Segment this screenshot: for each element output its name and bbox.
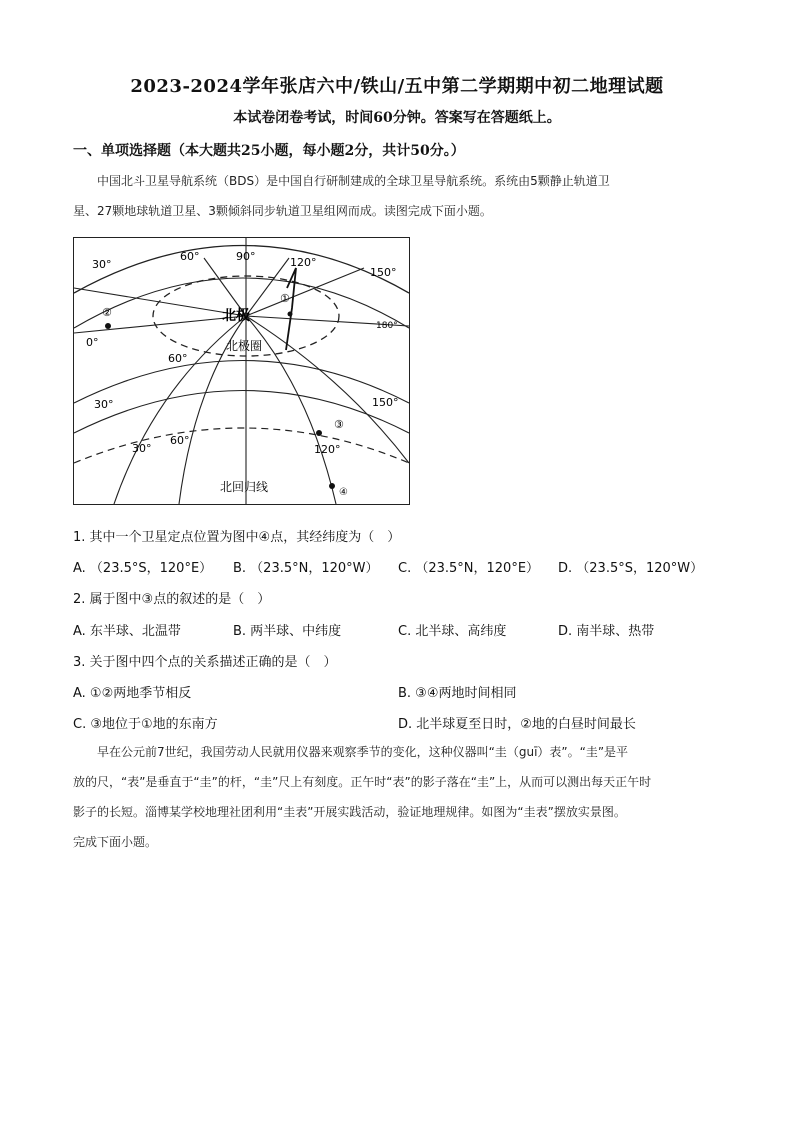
- q2-option-a: A. 东半球、北温带: [73, 624, 181, 639]
- meridian-30: [74, 288, 246, 316]
- intro-line: 星、27颗地球轨道卫星、3颗倾斜同步轨道卫星组网而成。读图完成下面小题。: [73, 204, 492, 218]
- label-point-4: ④: [339, 487, 348, 498]
- meridian-lower-150: [246, 316, 409, 463]
- tropic-line: [74, 428, 409, 463]
- point-2-marker: [105, 323, 111, 329]
- point-3-marker: [316, 430, 322, 436]
- arc-4: [74, 391, 409, 434]
- gnomon-passage: [73, 737, 723, 857]
- question-3-stem: 3. 关于图中四个点的关系描述正确的是（ ）: [73, 655, 337, 670]
- label-point-1: ①: [280, 292, 290, 305]
- exam-instructions: 本试卷闭卷考试，时间60分钟。答案写在答题纸上。: [233, 110, 561, 126]
- q1-option-b: B. （23.5°N，120°W）: [233, 561, 379, 576]
- label-60-lower: 60°: [170, 434, 190, 447]
- point-1-marker: [288, 312, 293, 317]
- label-lon-120: 120°: [290, 256, 317, 269]
- q1-option-a: A. （23.5°S，120°E）: [73, 561, 213, 576]
- polar-projection-map: [73, 237, 410, 505]
- label-lon-150: 150°: [370, 266, 397, 279]
- page-title: 2023-2024学年张店六中/铁山/五中第二学期期中初二地理试题: [130, 76, 664, 97]
- orbit-track: [286, 268, 296, 350]
- q3-option-a: A. ①②两地季节相反: [73, 686, 192, 701]
- q3-option-d: D. 北半球夏至日时，②地的白昼时间最长: [398, 717, 636, 732]
- q3-option-b: B. ③④两地时间相同: [398, 686, 517, 701]
- q3-option-c: C. ③地位于①地的东南方: [73, 717, 218, 732]
- q1-option-d: D. （23.5°S，120°W）: [558, 561, 704, 576]
- label-point-3: ③: [334, 418, 344, 431]
- q2-option-c: C. 北半球、高纬度: [398, 624, 507, 639]
- label-150-right: 150°: [372, 396, 399, 409]
- arc-3: [74, 361, 409, 404]
- q2-option-d: D. 南半球、热带: [558, 624, 655, 639]
- passage-line: 完成下面小题。: [73, 835, 158, 849]
- q1-option-c: C. （23.5°N，120°E）: [398, 561, 540, 576]
- question-2-stem: 2. 属于图中③点的叙述的是（ ）: [73, 592, 271, 607]
- intro-paragraph: [73, 166, 723, 226]
- question-1-stem: 1. 其中一个卫星定点位置为图中④点，其经纬度为（ ）: [73, 530, 401, 545]
- label-30-lower: 30°: [132, 442, 152, 455]
- label-lon-0: 0°: [86, 336, 99, 349]
- label-north-pole: 北极: [222, 308, 250, 324]
- label-30-left: 30°: [94, 398, 114, 411]
- meridian-0: [74, 316, 246, 333]
- passage-line: 放的尺，“表”是垂直于“圭”的杆，“圭”尺上有刻度。正午时“表”的影子落在“圭”上，从而可以测出每天正午时: [73, 775, 652, 789]
- label-lon-180: 180°: [376, 321, 398, 331]
- passage-line: 早在公元前7世纪，我国劳动人民就用仪器来观察季节的变化，这种仪器叫“圭（guī）表”。“圭”是平: [97, 745, 629, 759]
- label-120-lower: 120°: [314, 443, 341, 456]
- label-lon-60: 60°: [180, 250, 200, 263]
- point-4-marker: [329, 483, 335, 489]
- label-lon-90: 90°: [236, 250, 256, 263]
- label-lon-30: 30°: [92, 258, 112, 271]
- intro-line: 中国北斗卫星导航系统（BDS）是中国自行研制建成的全球卫星导航系统。系统由5颗静止轨道卫: [97, 174, 610, 188]
- label-lat-60: 60°: [168, 352, 188, 365]
- q2-option-b: B. 两半球、中纬度: [233, 624, 342, 639]
- section-heading: 一、单项选择题（本大题共25小题，每小题2分，共计50分。）: [73, 143, 465, 159]
- label-point-2: ②: [102, 306, 112, 319]
- passage-line: 影子的长短。淄博某学校地理社团利用“圭表”开展实践活动，验证地理规律。如图为“圭表”摆放实景图。: [73, 805, 626, 819]
- label-tropic: 北回归线: [220, 480, 269, 494]
- map-svg: [74, 238, 409, 504]
- label-arctic-circle: 北极圈: [226, 339, 263, 353]
